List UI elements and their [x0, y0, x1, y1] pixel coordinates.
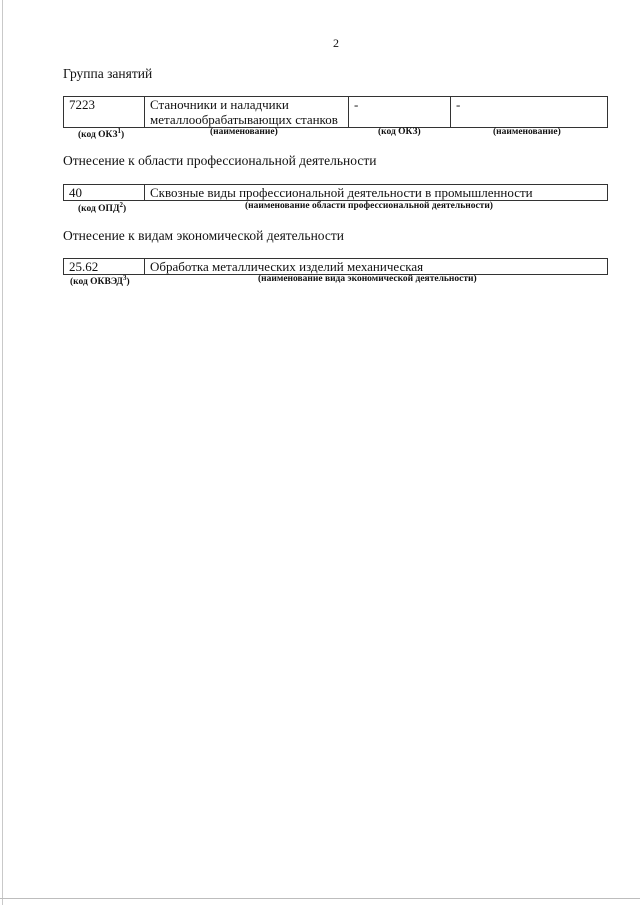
- opd-name-cell: Сквозные виды профессиональной деятельности в промышленности: [145, 185, 608, 201]
- footnote-mark: 1: [117, 127, 121, 135]
- okz-code-caption: (код ОКЗ$^1$): [78, 127, 125, 141]
- okz-code2-cell: -: [349, 97, 451, 128]
- okz-name2-caption: (наименование): [493, 127, 561, 137]
- table-row: [64, 97, 608, 128]
- occupation-group-table: [63, 96, 608, 128]
- table-row: [64, 259, 608, 275]
- okz-name2-cell: -: [451, 97, 608, 128]
- professional-area-table: [63, 184, 608, 201]
- okz-name-line1: Станочники и наладчики: [150, 97, 289, 112]
- opd-code-cell: 40: [64, 185, 145, 201]
- footnote-mark: 3: [122, 274, 127, 282]
- economic-activity-table: [63, 258, 608, 275]
- okved-code-cell: 25.62: [64, 259, 145, 275]
- scan-bottom-edge: [0, 898, 640, 899]
- okved-name-cell: Обработка металлических изделий механическая: [145, 259, 608, 275]
- footnote-mark: 2: [119, 201, 123, 209]
- professional-area-heading: Отнесение к области профессиональной деятельности: [63, 153, 377, 168]
- economic-activity-heading: Отнесение к видам экономической деятельности: [63, 228, 344, 243]
- okz-name-line2: металлообрабатывающих станков: [150, 112, 338, 127]
- opd-name-caption: (наименование области профессиональной деятельности): [245, 201, 493, 211]
- opd-code-caption: (код ОПД$^2$): [78, 201, 127, 215]
- table-row: [64, 185, 608, 201]
- okz-code-cell: 7223: [64, 97, 145, 128]
- okz-code2-caption: (код ОКЗ): [378, 127, 421, 137]
- scan-left-edge: [2, 0, 3, 905]
- occupation-group-heading: Группа занятий: [63, 66, 153, 81]
- okved-name-caption: (наименование вида экономической деятельности): [258, 274, 477, 284]
- page-number: 2: [333, 36, 339, 50]
- okved-code-caption: (код ОКВЭД$^3$): [70, 274, 130, 288]
- okz-name-caption: (наименование): [210, 127, 278, 137]
- okz-name-cell: [145, 97, 349, 128]
